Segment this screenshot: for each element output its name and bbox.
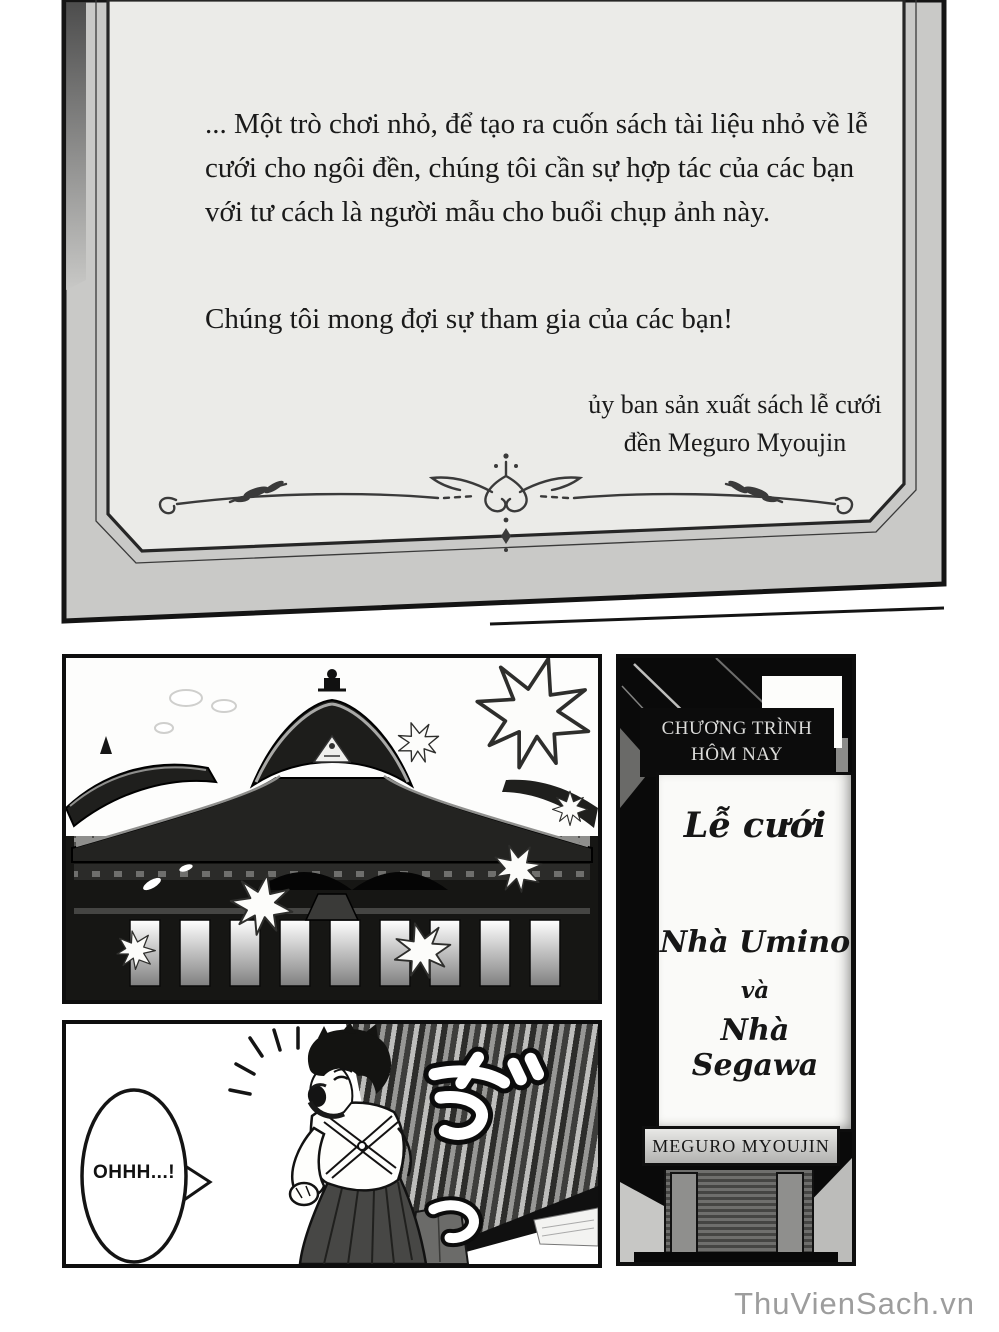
lit-windows <box>130 920 560 986</box>
man-illustration <box>66 1024 598 1264</box>
man-panel <box>62 1020 602 1268</box>
sign-base-shadow <box>634 1252 838 1262</box>
sign-header-line-1: CHƯƠNG TRÌNH <box>661 718 813 739</box>
sign-leg-right <box>776 1172 804 1262</box>
family-connector: và <box>740 977 770 1004</box>
signature-line-2: đền Meguro Myoujin <box>623 427 847 457</box>
signature-line-1: ủy ban sản xuất sách lễ cưới <box>588 390 882 419</box>
family-name-2: Nhà Segawa <box>691 1013 819 1083</box>
shrine-attendant-man <box>290 1024 426 1264</box>
letter-paragraph-2: Chúng tôi mong đợi sự tham gia của các bạn! <box>205 303 733 335</box>
sfx-za-icon <box>425 1043 541 1241</box>
fist <box>290 1183 318 1205</box>
letter-left-shade <box>66 2 86 290</box>
watermark: ThuVienSach.vn <box>734 1286 975 1321</box>
shrine-panel <box>62 654 602 1004</box>
sign-leg-left <box>670 1172 698 1262</box>
family-name-1: Nhà Umino <box>659 925 851 960</box>
shrine-illustration <box>66 658 598 1000</box>
shrine-name-plaque: MEGURO MYOUJIN <box>642 1126 840 1166</box>
sign-header-line-2: HÔM NAY <box>690 743 783 765</box>
event-title: Lễ cưới <box>683 805 827 846</box>
speech-text: OHHH...! <box>92 1162 176 1183</box>
signboard-panel <box>616 654 856 1266</box>
sign-header <box>640 708 834 777</box>
sign-board <box>656 772 854 1132</box>
under-sheet-edge <box>490 608 944 624</box>
letter-paragraph-1: ... Một trò chơi nhỏ, để tạo ra cuốn sách tài liệu nhỏ về lễ cưới cho ngôi đền, chúng tôi cần sự hợp tác của các bạn với tư cách là người mẫu cho buổi chụp ảnh này. <box>205 108 868 229</box>
surprise-dashes-icon <box>230 1028 298 1094</box>
letter-signature <box>540 386 930 461</box>
